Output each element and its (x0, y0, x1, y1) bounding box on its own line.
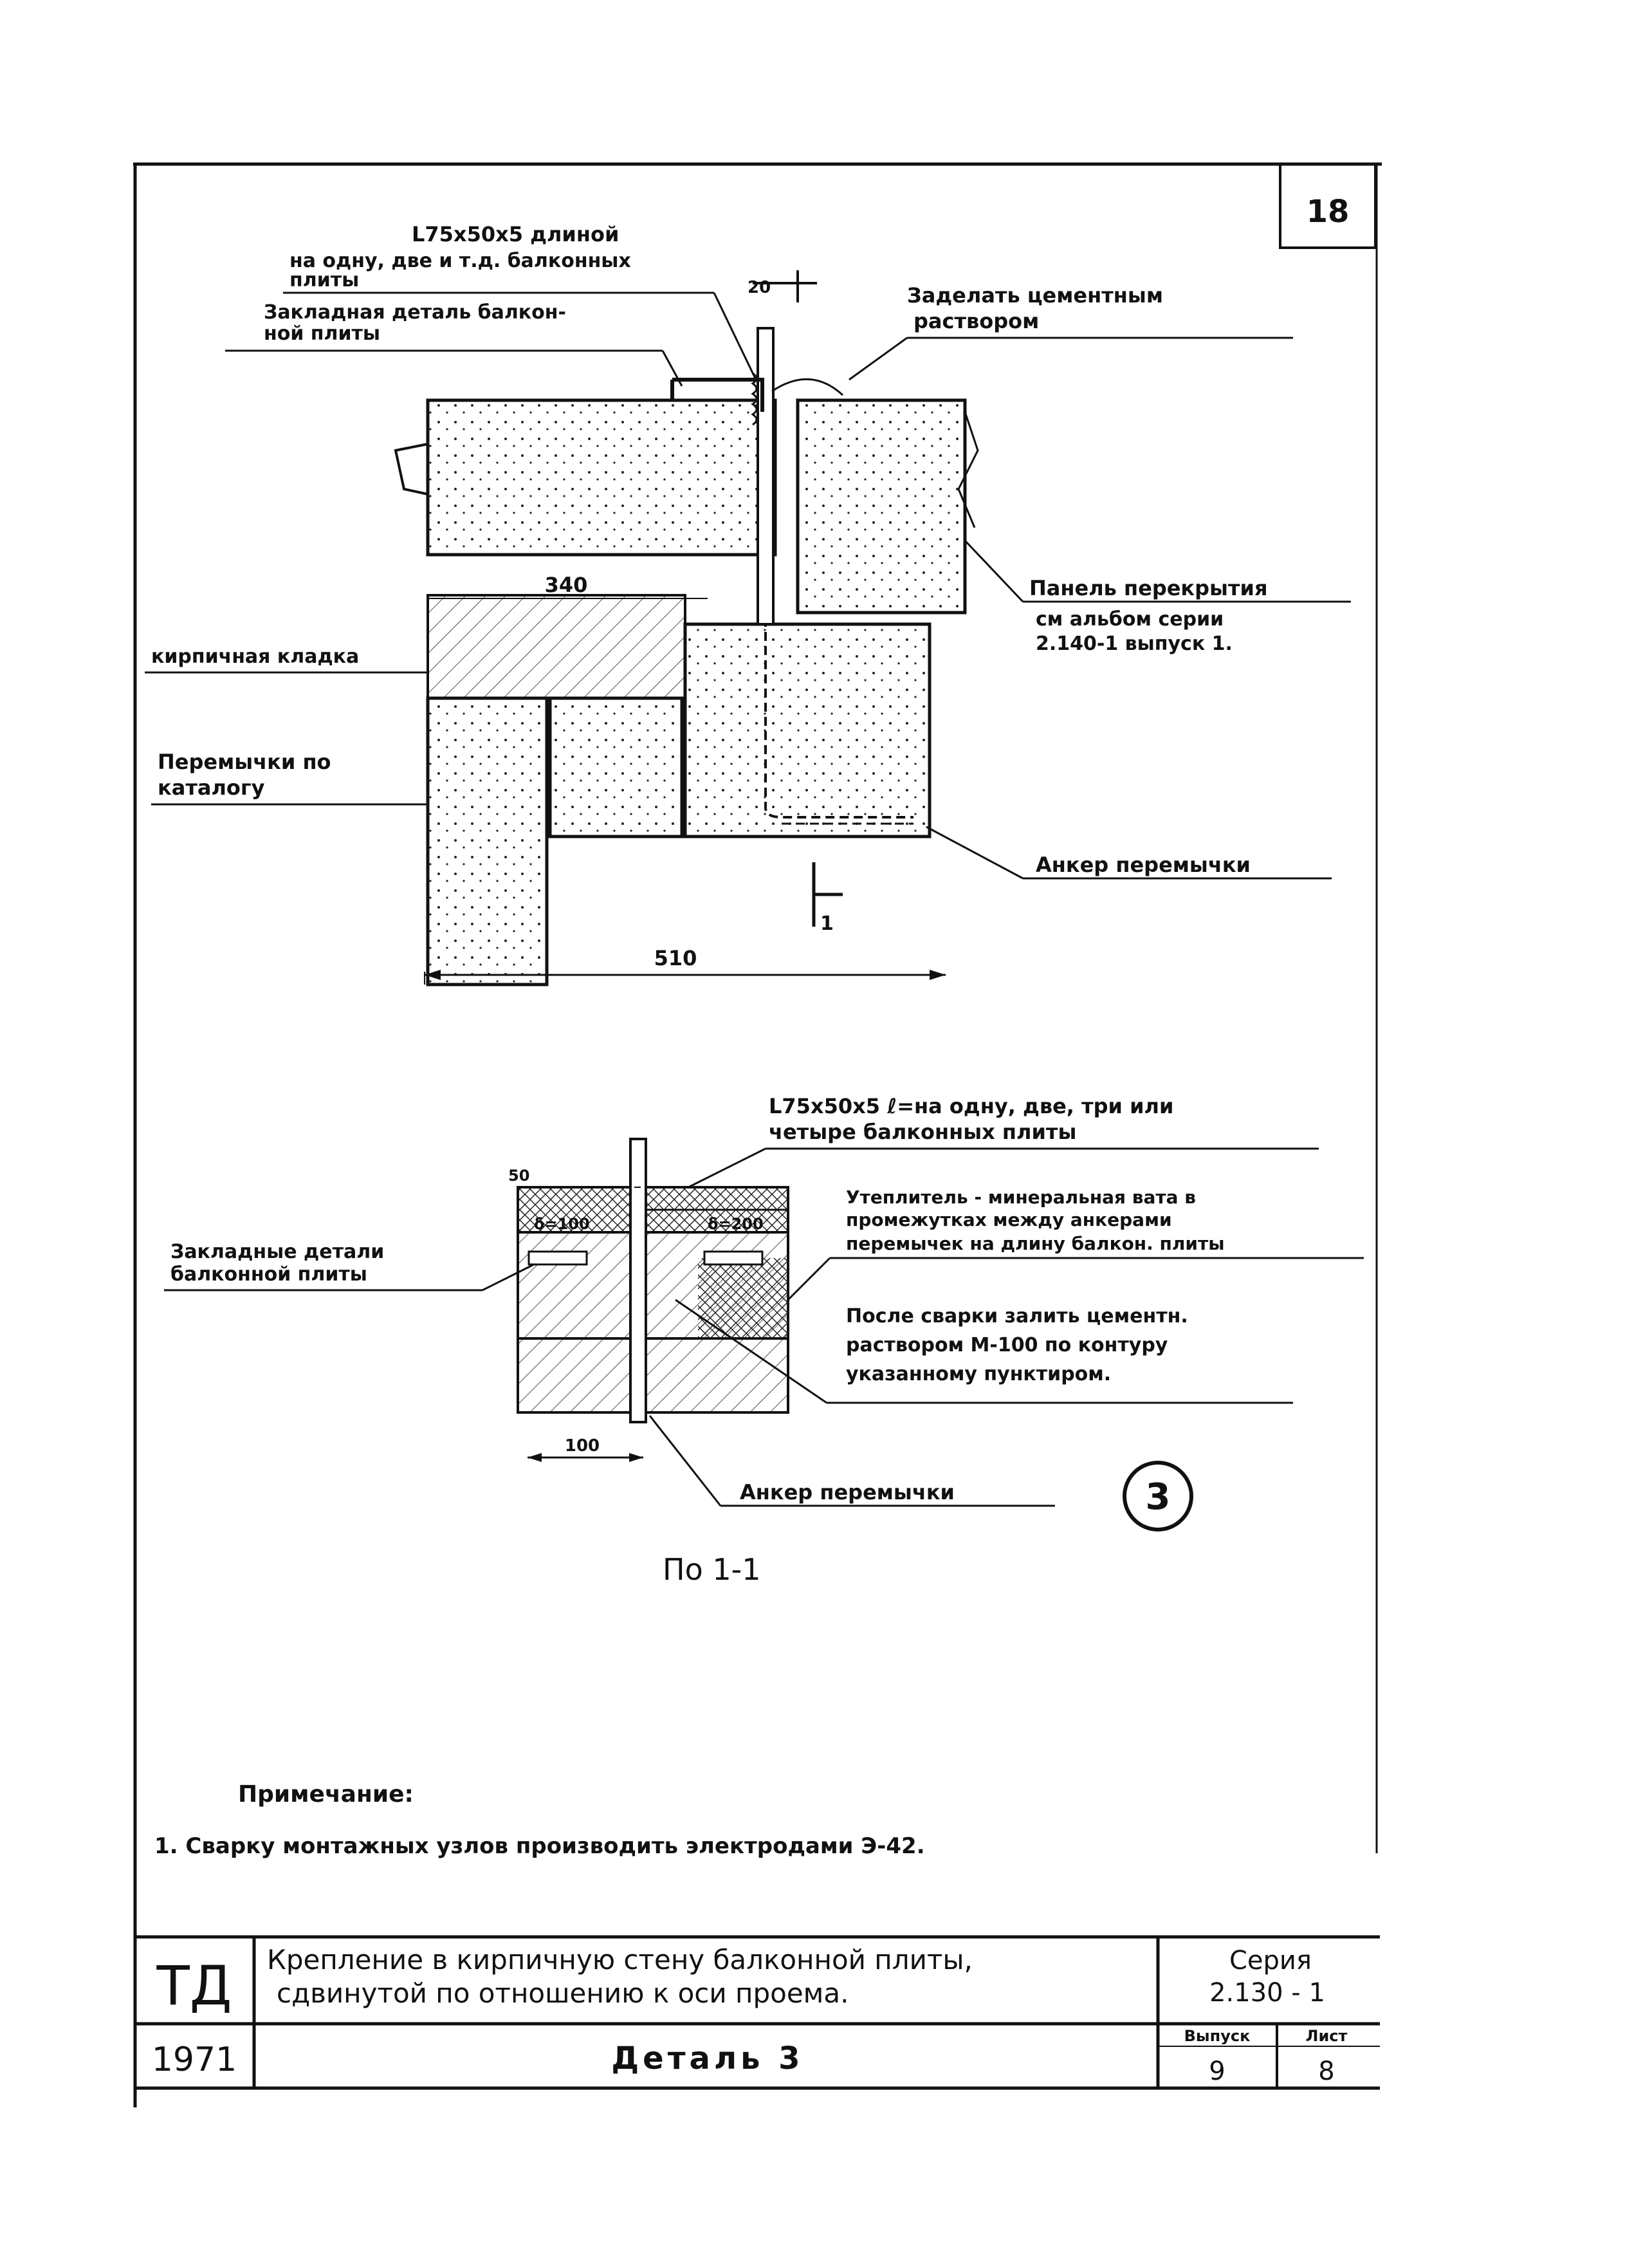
tb-title-1: Крепление в кирпичную стену балконной плиты, (267, 1944, 973, 1976)
notes-item-1: 1. Сварку монтажных узлов производить электродами Э-42. (154, 1833, 925, 1859)
floor-panel-left (428, 400, 775, 555)
dim-340: 340 (544, 573, 588, 597)
gap-dim: 20 (748, 278, 771, 297)
angle-label-3: плиты (289, 269, 360, 291)
section-insulation (698, 1258, 788, 1338)
mortar-label-2: раствором (913, 309, 1040, 333)
insul-label-2: промежутках между анкерами (846, 1209, 1172, 1230)
panel-label-2: см альбом серии (1036, 608, 1224, 631)
lintel-block-2 (550, 698, 682, 837)
tb-sheet-value: 8 (1318, 2057, 1335, 2086)
section-view (164, 1094, 1364, 1587)
dim-100: 100 (564, 1436, 600, 1456)
page-number-box (1280, 164, 1375, 248)
mortar-label-1: Заделать цементным (907, 283, 1163, 308)
tb-code: ТД (156, 1954, 232, 2017)
tb-title-2: сдвинутой по отношению к оси проема. (277, 1977, 849, 2009)
tb-sheet-label: Лист (1305, 2027, 1348, 2045)
angle-label-1: L75x50x5 длиной (412, 222, 620, 246)
section-embed-label-1: Закладные детали (170, 1241, 385, 1263)
plate-right: δ=200 (708, 1215, 764, 1233)
lintel-label-1: Перемычки по (158, 750, 331, 774)
cut-mark: 1 (820, 912, 834, 935)
tb-issue-value: 9 (1209, 2057, 1225, 2086)
small-dim: 50 (508, 1167, 530, 1185)
brick-label: кирпичная кладка (151, 645, 360, 668)
brick-masonry (428, 595, 685, 698)
anchor-bar (758, 328, 773, 624)
tb-issue-label: Выпуск (1184, 2027, 1251, 2045)
section-embed-label-2: балконной плиты (170, 1263, 367, 1286)
dim-510: 510 (654, 946, 697, 970)
tb-series-value: 2.130 - 1 (1209, 1978, 1325, 2008)
weld-label-1: После сварки залить цементн. (846, 1305, 1188, 1328)
insul-label-1: Утеплитель - минеральная вата в (846, 1187, 1196, 1208)
detail-circle-number: 3 (1145, 1476, 1171, 1518)
insul-label-3: перемычек на длину балкон. плиты (846, 1233, 1225, 1254)
weld-label-2: раствором М-100 по контуру (846, 1334, 1168, 1356)
lintel-block-1 (428, 698, 547, 985)
tb-year: 1971 (151, 2040, 237, 2079)
lintel-block-3 (685, 624, 930, 837)
weld-label-3: указанному пунктиром. (846, 1363, 1112, 1385)
title-block (135, 1937, 1380, 2088)
panel-label-3: 2.140-1 выпуск 1. (1036, 633, 1233, 655)
embed-label-2: ной плиты (264, 322, 381, 345)
notes-heading: Примечание: (238, 1781, 414, 1808)
notes (154, 1781, 925, 1859)
tb-series-label: Серия (1229, 1946, 1312, 1976)
plate-left: δ=100 (534, 1215, 590, 1233)
plan-anchor-label: Анкер перемычки (1036, 853, 1251, 877)
section-anchor-bar (630, 1139, 646, 1422)
plan-view (145, 222, 1351, 985)
section-anchor-label: Анкер перемычки (740, 1480, 955, 1504)
angle-note-1: L75x50x5 ℓ=на одну, две, три или (769, 1094, 1174, 1118)
embed-label-1: Закладная деталь балкон- (264, 301, 566, 324)
tb-detail: Деталь 3 (611, 2040, 804, 2077)
panel-label-1: Панель перекрытия (1029, 576, 1268, 600)
section-caption: По 1-1 (663, 1552, 761, 1587)
lintel-label-2: каталогу (158, 775, 265, 800)
floor-panel-right (798, 400, 965, 613)
angle-note-2: четыре балконных плиты (769, 1120, 1077, 1144)
angle-label-2: на одну, две и т.д. балконных (289, 250, 631, 272)
page-number: 18 (1306, 194, 1350, 230)
